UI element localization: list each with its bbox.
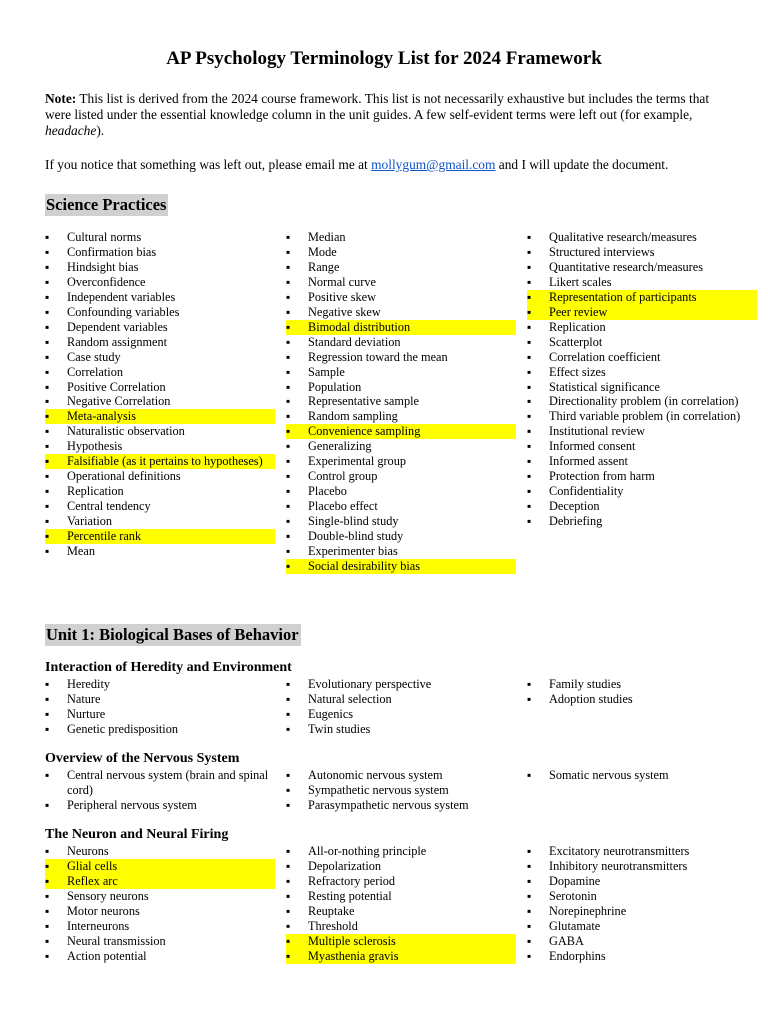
term-list-item	[45, 350, 275, 365]
term-text: Genetic predisposition	[67, 721, 178, 736]
term-list-item	[286, 544, 516, 559]
term-list-item	[286, 365, 516, 380]
term-text: Autonomic nervous system	[308, 768, 443, 782]
term-text: Placebo	[308, 484, 347, 499]
term-list-item	[45, 305, 275, 320]
term-list-item	[286, 722, 516, 737]
term-list-item	[45, 245, 275, 260]
term-list-item	[45, 874, 275, 889]
term-text: Cultural norms	[67, 230, 142, 244]
term-text: Action potential	[67, 948, 147, 963]
note-label: Note:	[45, 91, 77, 106]
term-list-item	[45, 394, 275, 409]
term-list-item	[45, 904, 275, 919]
heredity-column-2	[286, 677, 516, 737]
term-list-item	[45, 798, 275, 813]
term-text: Myasthenia gravis	[308, 948, 399, 963]
neuron-column-1	[45, 844, 275, 964]
term-list-item	[286, 844, 516, 859]
term-list-item	[527, 844, 757, 859]
term-list-item	[45, 934, 275, 949]
term-text: Independent variables	[67, 289, 176, 304]
note-text-2: ).	[96, 123, 105, 138]
term-list-item	[527, 469, 757, 484]
nervous-system-column-3	[527, 768, 757, 783]
term-text: Family studies	[549, 677, 622, 691]
term-list-item	[527, 230, 757, 245]
term-text: Somatic nervous system	[549, 768, 669, 782]
term-text: Peer review	[549, 304, 608, 319]
term-text: Dopamine	[549, 873, 601, 888]
term-list-item	[45, 692, 275, 707]
term-text: Evolutionary perspective	[308, 677, 432, 691]
term-list-item	[45, 335, 275, 350]
term-text: Neurons	[67, 844, 109, 858]
term-text: Confidentiality	[549, 484, 624, 499]
term-text: Heredity	[67, 677, 111, 691]
term-list-item	[45, 380, 275, 395]
term-text: Endorphins	[549, 948, 606, 963]
term-list-item	[527, 692, 757, 707]
term-text: Representation of participants	[549, 289, 697, 304]
term-list-item	[45, 949, 275, 964]
term-list-item	[45, 454, 275, 469]
term-text: Depolarization	[308, 858, 382, 873]
term-text: Scatterplot	[549, 334, 603, 349]
term-text: Random assignment	[67, 334, 168, 349]
term-list-item	[527, 454, 757, 469]
term-list-item	[286, 260, 516, 275]
term-list-item	[45, 544, 275, 559]
term-text: Interneurons	[67, 918, 130, 933]
term-list-item	[45, 677, 275, 692]
term-list-item	[527, 275, 757, 290]
term-text: Threshold	[308, 918, 358, 933]
contact-before: If you notice that something was left out, please email me at	[45, 157, 372, 172]
science-practices-heading: Science Practices	[46, 195, 167, 214]
term-list-item	[45, 889, 275, 904]
term-text: Median	[308, 230, 346, 244]
term-text: Percentile rank	[67, 529, 142, 544]
term-text: Resting potential	[308, 888, 392, 903]
term-list-item	[527, 934, 757, 949]
term-list-item	[45, 844, 275, 859]
term-list-item	[286, 919, 516, 934]
term-list-item	[45, 707, 275, 722]
term-list-item	[286, 707, 516, 722]
term-list-item	[45, 424, 275, 439]
term-list-item	[286, 350, 516, 365]
term-list-item	[286, 783, 516, 798]
term-list-item	[45, 439, 275, 454]
term-text: Correlation	[67, 364, 124, 379]
term-text: Bimodal distribution	[308, 319, 411, 334]
term-list-item	[527, 484, 757, 499]
term-text: Qualitative research/measures	[549, 230, 697, 244]
term-list-item	[286, 874, 516, 889]
term-text: Parasympathetic nervous system	[308, 797, 469, 812]
term-list-item	[527, 677, 757, 692]
nervous-system-column-1	[45, 768, 275, 813]
term-list-item	[286, 529, 516, 544]
term-text: Meta-analysis	[67, 409, 136, 424]
term-list-item	[286, 692, 516, 707]
term-text: Mode	[308, 244, 337, 259]
term-text: Hypothesis	[67, 439, 123, 454]
term-list-item	[527, 919, 757, 934]
term-text: Sensory neurons	[67, 888, 149, 903]
term-text: Negative skew	[308, 304, 381, 319]
term-list-item	[286, 320, 516, 335]
term-text: Directionality problem (in correlation)	[549, 394, 739, 409]
term-list-item	[527, 514, 757, 529]
term-list-item	[286, 335, 516, 350]
term-list-item	[527, 305, 757, 320]
term-text: Falsifiable (as it pertains to hypotheses)	[67, 454, 263, 469]
term-text: Serotonin	[549, 888, 597, 903]
term-text: Placebo effect	[308, 499, 378, 514]
term-text: Sympathetic nervous system	[308, 782, 449, 797]
term-list-item	[527, 874, 757, 889]
term-list-item	[286, 305, 516, 320]
term-text: Single-blind study	[308, 514, 399, 529]
term-list-item	[286, 439, 516, 454]
neuron-column-2	[286, 844, 516, 964]
term-list-item	[286, 859, 516, 874]
term-text: Hindsight bias	[67, 259, 139, 274]
science-column-1	[45, 230, 275, 559]
term-text: Naturalistic observation	[67, 424, 185, 439]
term-text: Standard deviation	[308, 334, 401, 349]
term-text: Dependent variables	[67, 319, 168, 334]
term-text: Deception	[549, 499, 600, 514]
term-list-item	[286, 768, 516, 783]
term-text: Third variable problem (in correlation)	[549, 409, 741, 424]
term-text: Eugenics	[308, 706, 354, 721]
term-text: Neural transmission	[67, 933, 166, 948]
email-link[interactable]: mollygum@gmail.com	[371, 157, 496, 172]
term-text: Normal curve	[308, 274, 376, 289]
term-list-item	[286, 454, 516, 469]
term-text: Confounding variables	[67, 304, 180, 319]
term-list-item	[527, 889, 757, 904]
term-list-item	[527, 949, 757, 964]
neuron-section-title: The Neuron and Neural Firing	[45, 827, 229, 842]
term-list-item	[286, 380, 516, 395]
nervous-system-column-2	[286, 768, 516, 813]
term-list-item	[286, 230, 516, 245]
term-text: Negative Correlation	[67, 394, 171, 409]
term-list-item	[286, 290, 516, 305]
term-text: Debriefing	[549, 514, 603, 529]
term-list-item	[527, 859, 757, 874]
note-paragraph	[45, 91, 725, 139]
term-list-item	[45, 230, 275, 245]
term-text: Positive Correlation	[67, 379, 166, 394]
term-text: Informed assent	[549, 454, 628, 469]
term-list-item	[45, 499, 275, 514]
term-text: Generalizing	[308, 439, 372, 454]
term-text: Variation	[67, 514, 113, 529]
term-list-item	[45, 722, 275, 737]
neuron-column-3	[527, 844, 757, 964]
term-text: Case study	[67, 349, 121, 364]
term-list-item	[286, 275, 516, 290]
term-text: Likert scales	[549, 274, 612, 289]
term-list-item	[286, 949, 516, 964]
term-list-item	[45, 409, 275, 424]
unit1-heading: Unit 1: Biological Bases of Behavior	[46, 625, 299, 644]
term-text: Reuptake	[308, 903, 355, 918]
term-list-item	[286, 934, 516, 949]
term-text: Natural selection	[308, 691, 392, 706]
term-list-item	[45, 320, 275, 335]
term-text: Institutional review	[549, 424, 645, 439]
term-list-item	[45, 365, 275, 380]
term-text: Double-blind study	[308, 529, 404, 544]
term-list-item	[527, 350, 757, 365]
term-list-item	[45, 859, 275, 874]
term-text: Nurture	[67, 706, 106, 721]
term-text: Operational definitions	[67, 469, 181, 484]
term-text: Peripheral nervous system	[67, 797, 197, 812]
term-text: All-or-nothing principle	[308, 844, 427, 858]
nervous-system-section-title: Overview of the Nervous System	[45, 751, 240, 766]
term-list-item	[286, 424, 516, 439]
term-text: Regression toward the mean	[308, 349, 448, 364]
term-text: Effect sizes	[549, 364, 606, 379]
page-title: AP Psychology Terminology List for 2024 Framework	[166, 48, 602, 69]
term-list-item	[45, 919, 275, 934]
term-text: Correlation coefficient	[549, 349, 661, 364]
term-text: Multiple sclerosis	[308, 933, 396, 948]
term-list-item	[286, 499, 516, 514]
term-text: Positive skew	[308, 289, 376, 304]
term-text: Representative sample	[308, 394, 419, 409]
term-list-item	[527, 260, 757, 275]
term-list-item	[527, 365, 757, 380]
term-text: Adoption studies	[549, 691, 633, 706]
term-list-item	[527, 904, 757, 919]
heredity-section-title: Interaction of Heredity and Environment	[45, 660, 292, 675]
term-text: Experimenter bias	[308, 544, 398, 559]
term-list-item	[527, 245, 757, 260]
term-text: Central nervous system (brain and spinal cord)	[67, 768, 269, 797]
term-list-item	[45, 529, 275, 544]
term-list-item	[45, 290, 275, 305]
term-text: Reflex arc	[67, 873, 118, 888]
term-text: Structured interviews	[549, 244, 655, 259]
term-text: Confirmation bias	[67, 244, 157, 259]
term-list-item	[286, 469, 516, 484]
term-text: Social desirability bias	[308, 558, 421, 573]
term-list-item	[286, 409, 516, 424]
term-list-item	[527, 380, 757, 395]
term-text: Refractory period	[308, 873, 396, 888]
term-list-item	[527, 335, 757, 350]
term-text: Inhibitory neurotransmitters	[549, 858, 688, 873]
term-text: Glutamate	[549, 918, 601, 933]
science-column-2	[286, 230, 516, 574]
term-list-item	[286, 514, 516, 529]
term-list-item	[45, 260, 275, 275]
term-text: Informed consent	[549, 439, 636, 454]
term-text: Mean	[67, 544, 95, 559]
term-list-item	[45, 484, 275, 499]
term-list-item	[286, 904, 516, 919]
term-text: Excitatory neurotransmitters	[549, 844, 690, 858]
term-list-item	[45, 514, 275, 529]
term-list-item	[527, 439, 757, 454]
term-text: Nature	[67, 691, 101, 706]
term-text: Overconfidence	[67, 274, 146, 289]
term-text: GABA	[549, 933, 584, 948]
heredity-column-3	[527, 677, 757, 707]
term-list-item	[286, 559, 516, 574]
term-text: Experimental group	[308, 454, 407, 469]
term-text: Random sampling	[308, 409, 398, 424]
science-column-3	[527, 230, 757, 529]
term-list-item	[286, 484, 516, 499]
term-text: Population	[308, 379, 362, 394]
term-text: Twin studies	[308, 721, 371, 736]
note-text-1: This list is derived from the 2024 course framework. This list is not necessarily exhaustive but includes the terms that were listed under the essential knowledge column in the unit guides. A few self-evident terms were left out (for example,	[45, 91, 710, 122]
term-text: Range	[308, 259, 340, 274]
term-text: Glial cells	[67, 858, 118, 873]
term-text: Norepinephrine	[549, 903, 627, 918]
term-list-item	[527, 290, 757, 305]
term-list-item	[527, 499, 757, 514]
term-list-item	[527, 424, 757, 439]
term-text: Replication	[67, 484, 124, 499]
term-list-item	[527, 409, 757, 424]
note-example: headache	[45, 123, 97, 138]
term-text: Sample	[308, 364, 345, 379]
term-text: Motor neurons	[67, 903, 140, 918]
term-list-item	[286, 889, 516, 904]
term-list-item	[286, 798, 516, 813]
term-list-item	[527, 768, 757, 783]
term-list-item	[527, 394, 757, 409]
term-text: Quantitative research/measures	[549, 259, 703, 274]
heredity-column-1	[45, 677, 275, 737]
term-list-item	[45, 768, 275, 798]
contact-paragraph	[45, 157, 725, 173]
term-list-item	[286, 394, 516, 409]
term-list-item	[527, 320, 757, 335]
term-text: Central tendency	[67, 499, 151, 514]
term-list-item	[45, 469, 275, 484]
term-text: Convenience sampling	[308, 424, 421, 439]
term-list-item	[286, 245, 516, 260]
term-text: Replication	[549, 319, 606, 334]
term-text: Control group	[308, 469, 378, 484]
term-text: Protection from harm	[549, 469, 655, 484]
term-list-item	[45, 275, 275, 290]
term-list-item	[286, 677, 516, 692]
contact-after: and I will update the document.	[495, 157, 669, 172]
term-text: Statistical significance	[549, 379, 660, 394]
